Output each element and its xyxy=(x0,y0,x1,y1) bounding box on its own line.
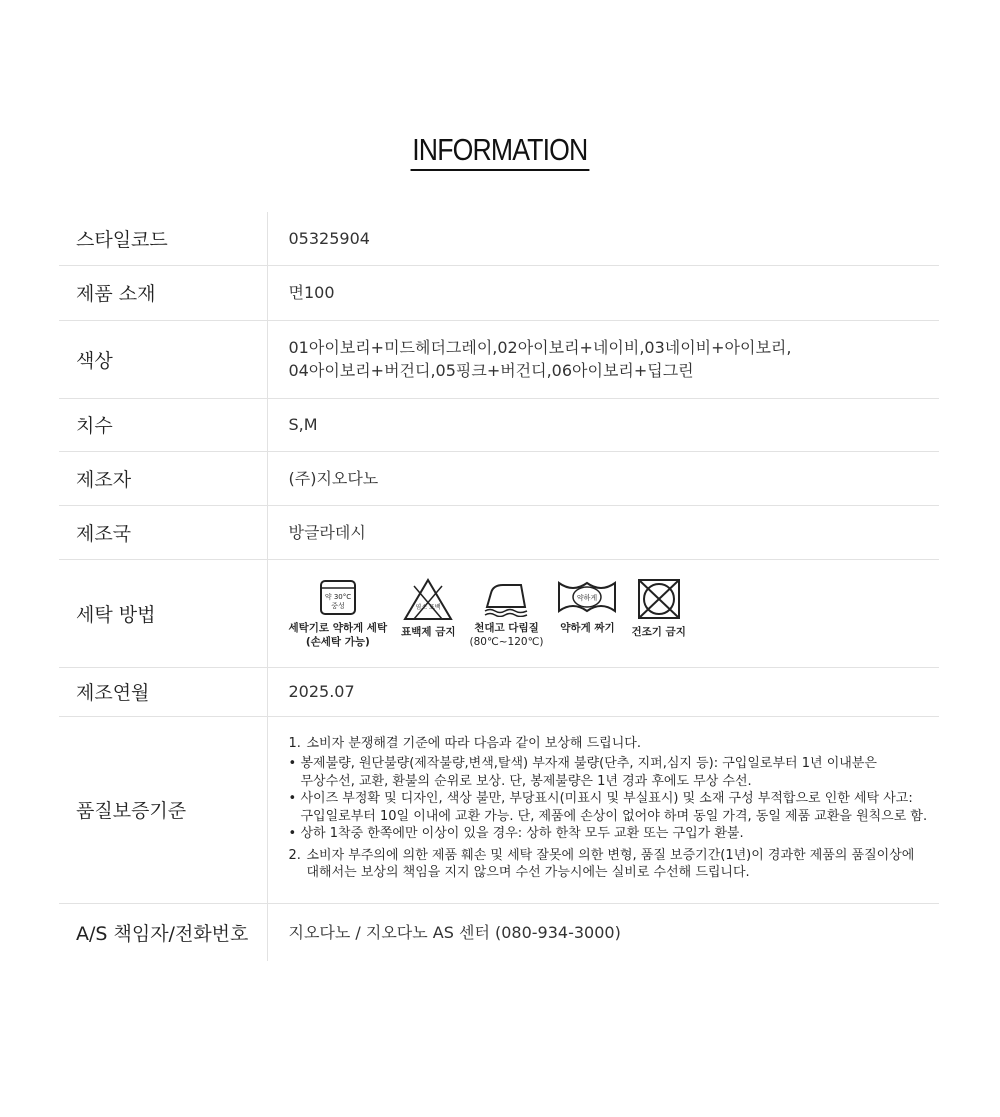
manufacture-date-value: 2025.07 xyxy=(288,682,355,701)
quality-bullet-1 xyxy=(289,755,940,790)
row-label: 세탁 방법 xyxy=(59,559,267,667)
table-row xyxy=(59,451,939,505)
iron-caption-2: (80℃~120℃) xyxy=(469,636,544,648)
table-row xyxy=(59,559,939,667)
item-text xyxy=(307,847,915,882)
bullet-line: 봉제불량, 원단불량(제작불량,변색,탈색) 부자재 불량(단추, 지퍼,심지 등): 구입일로부터 1년 이내분은 xyxy=(300,756,877,771)
bullet-text xyxy=(301,755,877,790)
wash-neutral-text: 중성 xyxy=(331,602,345,610)
wash-temp-text: 약 30°C xyxy=(324,593,351,601)
laundry-wash xyxy=(289,577,388,649)
row-label: 제조자 xyxy=(59,451,267,505)
laundry-value xyxy=(267,559,939,667)
quality-item-2 xyxy=(289,847,940,882)
as-contact-value: 지오다노 / 지오다노 AS 센터 (080-934-3000) xyxy=(288,922,621,942)
no-tumble-dry-icon xyxy=(636,577,682,621)
row-label: 품질보증기준 xyxy=(59,716,267,903)
item-number: 2. xyxy=(288,847,301,863)
quality-value xyxy=(267,716,939,903)
table-row xyxy=(59,667,939,716)
product-info-table xyxy=(59,212,939,961)
iron-cloth-icon xyxy=(481,577,531,617)
laundry-iron xyxy=(469,577,543,649)
material-value: 면100 xyxy=(288,283,335,302)
laundry-wring xyxy=(557,577,617,635)
bullet-line: 사이즈 부정확 및 디자인, 색상 불만, 부당표시(미표시 및 부실표시) 및 소재 구성 부적합으로 인한 세탁 사고: xyxy=(300,791,913,806)
table-row xyxy=(59,265,939,320)
manufacturer-value: (주)지오다노 xyxy=(288,468,379,488)
wash-caption-2: (손세탁 가능) xyxy=(305,636,370,648)
quality-text xyxy=(289,735,940,882)
bullet-line: 구입일로부터 10일 이내에 교환 가능. 단, 제품에 손상이 없어야 하며 동일 가격, 동일 제품 교환을 원칙으로 함. xyxy=(300,808,928,824)
no-bleach-icon xyxy=(402,577,454,621)
iron-caption-1: 천대고 다림질 xyxy=(474,622,539,634)
bleach-caption: 표백제 금지 xyxy=(401,626,456,638)
row-label: 제품 소재 xyxy=(59,265,267,320)
item-text: 소비자 분쟁해결 기준에 따라 다음과 같이 보상해 드립니다. xyxy=(306,735,641,751)
table-row xyxy=(59,398,939,451)
bleach-inner-text: 염소 표백 xyxy=(415,604,441,611)
color-value xyxy=(267,320,939,398)
row-label: 색상 xyxy=(59,320,267,398)
table-row xyxy=(59,212,939,265)
laundry-dryer xyxy=(631,577,685,639)
wring-gently-icon xyxy=(557,577,617,617)
row-label: 스타일코드 xyxy=(59,212,267,265)
color-line-1: 01아이보리+미드헤더그레이,02아이보리+네이비,03네이비+아이보리, xyxy=(288,338,792,357)
wash-caption-1: 세탁기로 약하게 세탁 xyxy=(288,622,388,634)
bullet: • xyxy=(288,826,297,841)
bullet: • xyxy=(288,756,297,771)
table-row xyxy=(59,320,939,398)
page-title-wrap xyxy=(0,133,1000,171)
page-title: INFORMATION xyxy=(411,133,590,171)
row-label: 치수 xyxy=(59,398,267,451)
wring-inner-text: 약하게 xyxy=(577,594,598,602)
color-line-2: 04아이보리+버건디,05핑크+버건디,06아이보리+딥그린 xyxy=(288,361,694,380)
quality-bullet-2 xyxy=(289,790,940,825)
bullet-line: 무상수선, 교환, 환불의 순위로 보상. 단, 봉제불량은 1년 경과 후에도 무상 수선. xyxy=(300,773,752,789)
bullet-text xyxy=(301,790,928,825)
item-number: 1. xyxy=(288,735,301,751)
style-code-value: 05325904 xyxy=(288,228,370,248)
row-label: 제조국 xyxy=(59,505,267,559)
table-row xyxy=(59,505,939,559)
table-row xyxy=(59,716,939,903)
laundry-bleach xyxy=(401,577,455,639)
row-label: A/S 책임자/전화번호 xyxy=(59,903,267,961)
table-row xyxy=(59,903,939,961)
quality-item-1 xyxy=(289,735,940,753)
wring-caption: 약하게 짜기 xyxy=(560,622,615,634)
wash-30-icon xyxy=(318,577,358,617)
row-label: 제조연월 xyxy=(59,667,267,716)
laundry-icons xyxy=(289,577,940,649)
item-line: 대해서는 보상의 책임을 지지 않으며 수선 가능시에는 실비로 수선해 드립니다. xyxy=(306,865,750,880)
quality-bullet-3 xyxy=(289,825,940,843)
country-value: 방글라데시 xyxy=(288,522,366,542)
size-value: S,M xyxy=(288,415,318,434)
item-line: 소비자 부주의에 의한 제품 훼손 및 세탁 잘못에 의한 변형, 품질 보증기간(1년)이 경과한 제품의 품질이상에 xyxy=(306,847,915,863)
bullet-line: 상하 1착중 한쪽에만 이상이 있을 경우: 상하 한착 모두 교환 또는 구입가 환불. xyxy=(300,826,744,841)
dryer-caption: 건조기 금지 xyxy=(631,626,686,638)
bullet: • xyxy=(288,791,297,806)
